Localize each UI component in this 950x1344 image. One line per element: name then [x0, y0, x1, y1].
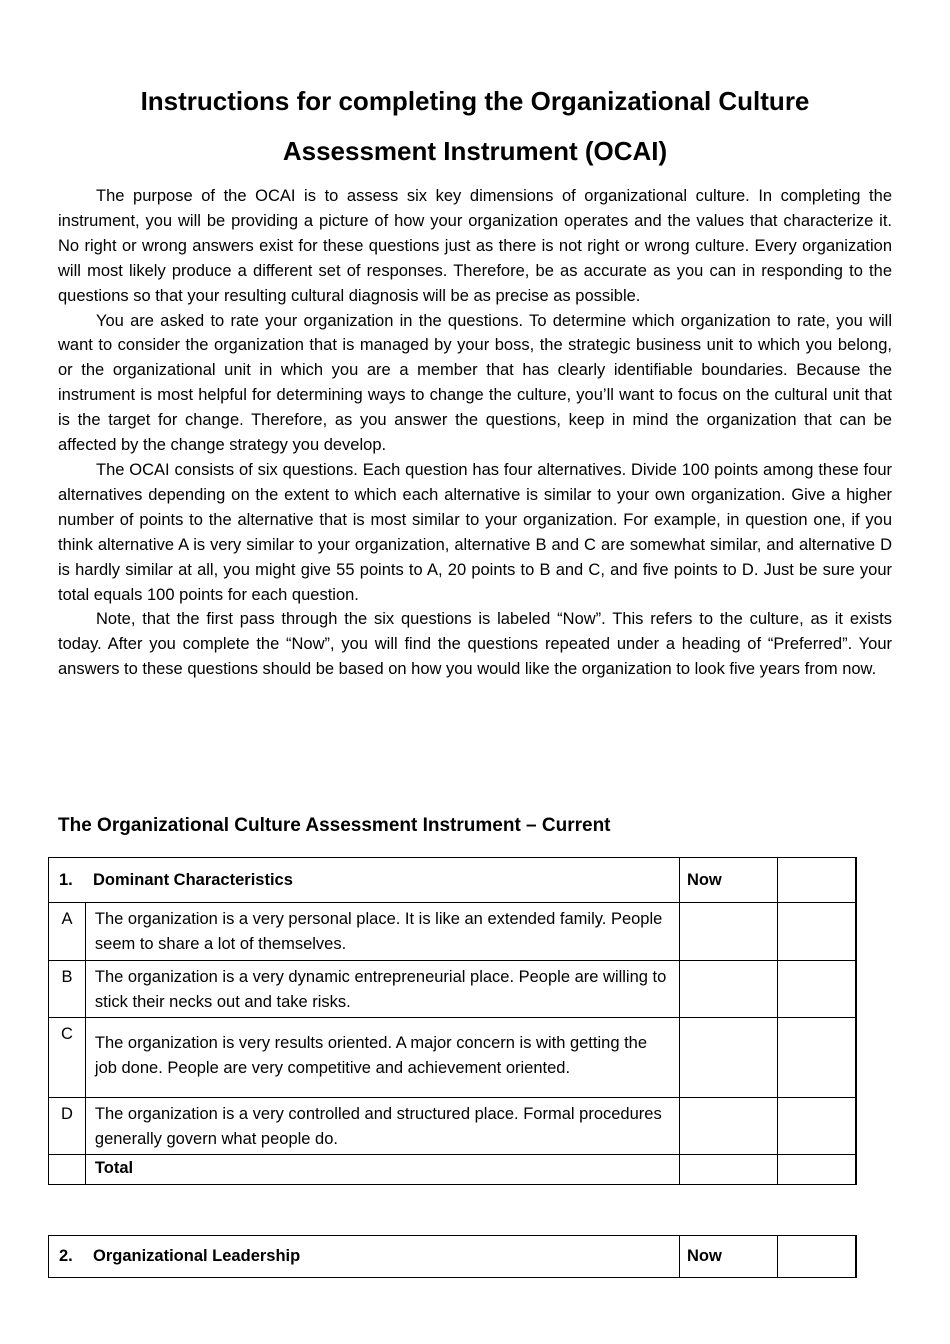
now-score-cell[interactable] — [679, 961, 777, 1018]
title-line-2: Assessment Instrument (OCAI) — [282, 136, 668, 166]
question-2-heading — [49, 1236, 680, 1278]
document-title — [58, 76, 892, 176]
alternative-letter: C — [49, 1018, 86, 1098]
question-2-title: Organizational Leadership — [93, 1247, 301, 1265]
alternative-text: The organization is a very controlled and structured place. Formal procedures generally govern what people do. — [85, 1098, 679, 1155]
extra-cell — [778, 961, 856, 1018]
extra-column-header — [778, 858, 856, 903]
question-2-header — [49, 1236, 857, 1278]
title-line-1: Instructions for completing the Organizational Culture — [140, 86, 810, 116]
total-label: Total — [85, 1155, 679, 1185]
now-score-cell[interactable] — [679, 1018, 777, 1098]
now-column-label: Now — [680, 1236, 778, 1278]
question-1-table — [48, 857, 857, 1185]
alternative-text: The organization is a very dynamic entrepreneurial place. People are willing to stick their necks out and take risks. — [85, 961, 679, 1018]
question-2-table — [48, 1235, 857, 1278]
alternative-letter: A — [49, 903, 86, 961]
question-2-number: 2. — [59, 1247, 73, 1265]
paragraph-purpose: The purpose of the OCAI is to assess six key dimensions of organizational culture. In completing the instrument, you will be providing a picture of how your organization operates and the values that characterize it. No right or wrong answers exist for these questions just as there is not right or wrong culture. Every organization will most likely produce a different set of responses. Therefore, be as accurate as you can in responding to the questions so that your resulting cultural diagnosis will be as precise as possible. — [58, 187, 892, 305]
total-row — [49, 1155, 857, 1185]
extra-cell — [778, 1098, 856, 1155]
now-total-cell[interactable] — [679, 1155, 777, 1185]
section-heading: The Organizational Culture Assessment Instrument – Current — [58, 815, 611, 836]
table-row — [49, 961, 857, 1018]
question-1-title: Dominant Characteristics — [93, 870, 293, 889]
alternative-letter: D — [49, 1098, 86, 1155]
extra-cell — [778, 1155, 856, 1185]
table-row — [49, 1098, 857, 1155]
table-row — [49, 1018, 857, 1098]
table-row — [49, 903, 857, 961]
extra-cell — [778, 903, 856, 961]
question-1-heading — [49, 858, 680, 903]
question-1-header — [49, 858, 857, 903]
paragraph-note: Note, that the first pass through the six questions is labeled “Now”. This refers to the culture, as it exists today. After you complete the “Now”, you will find the questions repeated under a heading of “Preferred”. Your answers to these questions should be based on how you would like the organization to look five years from now. — [58, 610, 892, 679]
alternative-letter: B — [49, 961, 86, 1018]
alternative-text: The organization is very results oriented. A major concern is with getting the job done. People are very competitive and achievement oriented. — [85, 1018, 679, 1098]
paragraph-scoring: The OCAI consists of six questions. Each question has four alternatives. Divide 100 points among these four alternatives depending on the extent to which each alternative is similar to your own organization. Give a higher number of points to the alternative that is most similar to your organization. For example, in question one, if you think alternative A is very similar to your organization, alternative B and C are somewhat similar, and alternative D is hardly similar at all, you might give 55 points to A, 20 points to B and C, and five points to D. Just be sure your total equals 100 points for each question. — [58, 460, 892, 604]
now-score-cell[interactable] — [679, 1098, 777, 1155]
now-score-cell[interactable] — [679, 903, 777, 961]
question-1-number: 1. — [59, 870, 73, 889]
extra-column-header — [778, 1236, 856, 1278]
alternative-text: The organization is a very personal place. It is like an extended family. People seem to share a lot of themselves. — [85, 903, 679, 961]
paragraph-rating: You are asked to rate your organization in the questions. To determine which organization to rate, you will want to consider the organization that is managed by your boss, the strategic business unit to which you belong, or the organizational unit in which you are a member that has clearly identifiable boundaries. Because the instrument is most helpful for determining ways to change the culture, you’ll want to focus on the cultural unit that is the target for change. Therefore, as you answer the questions, keep in mind the organization that can be affected by the change strategy you develop. — [58, 311, 892, 455]
now-column-label: Now — [679, 858, 777, 903]
instructions-body — [58, 184, 892, 682]
extra-cell — [778, 1018, 856, 1098]
total-letter-cell — [49, 1155, 86, 1185]
